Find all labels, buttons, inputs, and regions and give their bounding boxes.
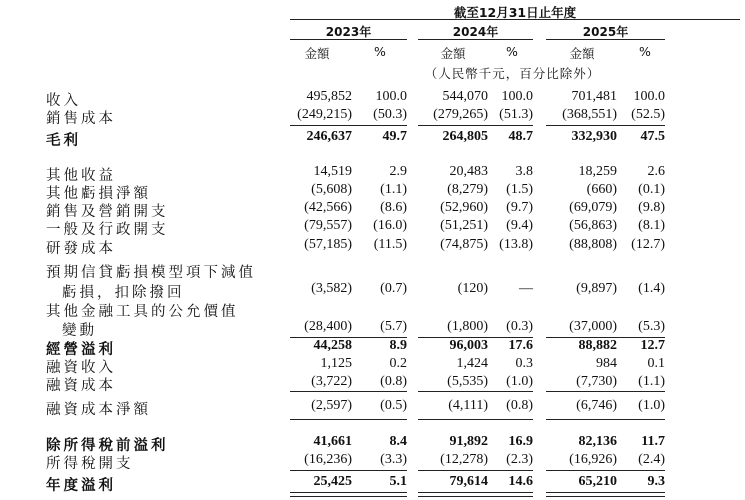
table-row-finance-costs (0, 374, 745, 392)
amount-heading-2024: 金額 (440, 46, 466, 61)
value-2025-percent: 100.0 (633, 89, 665, 104)
table-row-other-losses (0, 182, 745, 200)
value-2024-percent: 14.6 (508, 474, 533, 489)
header-rule (290, 19, 740, 20)
year-2025-heading: 2025年 (582, 25, 629, 39)
value-2023-amount: 495,852 (306, 89, 352, 104)
value-2024-percent: (9.7) (506, 200, 533, 215)
year-2023-rule (290, 39, 407, 40)
value-2024-amount: 79,614 (449, 474, 488, 489)
value-2023-amount: (42,566) (304, 200, 352, 215)
value-2023-amount: 1,125 (320, 356, 352, 371)
percent-heading-2023: % (374, 44, 386, 59)
value-2024-amount: (120) (457, 281, 488, 296)
row-label: 研發成本 (46, 241, 116, 257)
row-label: 其他虧損淨額 (46, 186, 151, 202)
subtotal-line-2024 (418, 391, 533, 392)
value-2024-amount: (52,960) (440, 200, 488, 215)
year-2024-heading: 2024年 (452, 25, 499, 39)
value-2024-amount: 96,003 (449, 338, 488, 353)
value-2025-percent: (8.1) (638, 218, 665, 233)
value-2023-amount: (79,557) (304, 218, 352, 233)
value-2024-amount: 1,424 (456, 356, 488, 371)
value-2023-percent: (11.5) (373, 237, 407, 252)
row-label: 收入 (46, 93, 81, 109)
value-2025-amount: (16,926) (569, 452, 617, 467)
value-2023-amount: (249,215) (297, 107, 352, 122)
value-2024-percent: 17.6 (508, 338, 533, 353)
value-2023-amount: 25,425 (313, 474, 352, 489)
row-label: 銷售成本 (46, 111, 116, 127)
value-2024-amount: (12,278) (440, 452, 488, 467)
value-2025-percent: 11.7 (641, 434, 665, 449)
row-label: 除所得稅前溢利 (46, 438, 169, 454)
value-2023-percent: 2.9 (389, 164, 407, 179)
value-2024-amount: 91,892 (449, 434, 488, 449)
value-2025-percent: 12.7 (640, 338, 665, 353)
value-2023-amount: (28,400) (304, 319, 352, 334)
value-2024-amount: (4,111) (448, 398, 488, 413)
value-2025-amount: 701,481 (571, 89, 617, 104)
row-label: 變動 (62, 323, 97, 339)
value-2023-amount: (5,608) (311, 182, 352, 197)
amount-heading-2025: 金額 (569, 46, 595, 61)
subtotal-line-2025 (546, 391, 665, 392)
value-2024-amount: (279,265) (433, 107, 488, 122)
row-label: 毛利 (46, 133, 81, 149)
subtotal-line-2023 (290, 470, 407, 471)
value-2023-amount: (3,582) (311, 281, 352, 296)
value-2025-amount: (56,863) (569, 218, 617, 233)
value-2024-percent: (1.5) (506, 182, 533, 197)
value-2023-percent: (0.7) (380, 281, 407, 296)
row-label: 年度溢利 (46, 478, 116, 494)
value-2024-amount: (5,535) (447, 374, 488, 389)
table-row-operating-profit (0, 338, 745, 356)
value-2025-percent: (1.0) (638, 398, 665, 413)
value-2024-percent: 100.0 (501, 89, 533, 104)
value-2025-amount: (368,551) (562, 107, 617, 122)
value-2023-percent: 5.1 (389, 474, 407, 489)
table-row-fair-value-heading (0, 300, 745, 318)
total-double-line-2024 (418, 492, 533, 497)
subtotal-line-2023 (290, 419, 407, 420)
value-2025-percent: (1.4) (638, 281, 665, 296)
value-2025-amount: (9,897) (576, 281, 617, 296)
table-row-fair-value-change (0, 319, 745, 337)
table-row-profit-for-year (0, 474, 745, 492)
value-2023-percent: (3.3) (380, 452, 407, 467)
row-label: 融資成本 (46, 378, 116, 394)
value-2025-percent: (9.8) (638, 200, 665, 215)
table-row-admin-expenses (0, 218, 745, 236)
value-2024-percent: 48.7 (508, 129, 533, 144)
value-2024-amount: (8,279) (447, 182, 488, 197)
value-2025-amount: (7,730) (576, 374, 617, 389)
value-2024-amount: (1,800) (447, 319, 488, 334)
row-label: 銷售及營銷開支 (46, 204, 169, 220)
value-2025-percent: 2.6 (647, 164, 665, 179)
value-2024-percent: 3.8 (515, 164, 533, 179)
value-2024-percent: (1.0) (506, 374, 533, 389)
value-2023-amount: (3,722) (311, 374, 352, 389)
table-row-gross-profit (0, 129, 745, 147)
value-2025-amount: 65,210 (578, 474, 617, 489)
row-label: 虧損，扣除撥回 (62, 285, 185, 301)
year-2025-rule (546, 39, 665, 40)
percent-heading-2024: % (506, 44, 518, 59)
value-2024-percent: (13.8) (499, 237, 533, 252)
subtotal-line-2025 (546, 125, 665, 126)
value-2025-percent: (1.1) (638, 374, 665, 389)
value-2024-percent: 0.3 (515, 356, 533, 371)
percent-heading-2025: % (639, 44, 651, 59)
value-2023-amount: (57,185) (304, 237, 352, 252)
value-2023-amount: 41,661 (313, 434, 352, 449)
value-2024-percent: (0.8) (506, 398, 533, 413)
value-2024-percent: (2.3) (506, 452, 533, 467)
table-row-revenue (0, 89, 745, 107)
value-2023-percent: (0.8) (380, 374, 407, 389)
row-label: 預期信貸虧損模型項下減值 (46, 265, 256, 281)
value-2025-percent: (12.7) (631, 237, 665, 252)
value-2024-percent: (51.3) (499, 107, 533, 122)
row-label: 所得稅開支 (46, 456, 134, 472)
value-2023-percent: (1.1) (380, 182, 407, 197)
table-row-cost-of-sales (0, 107, 745, 125)
amount-heading-2023: 金額 (304, 46, 330, 61)
value-2024-percent: (0.3) (506, 319, 533, 334)
subtotal-line-2023 (290, 391, 407, 392)
value-2023-percent: (8.6) (380, 200, 407, 215)
value-2025-amount: (37,000) (569, 319, 617, 334)
subtotal-line-2025 (546, 470, 665, 471)
value-2023-percent: (50.3) (373, 107, 407, 122)
value-2025-amount: 984 (596, 356, 617, 371)
value-2024-amount: 264,805 (442, 129, 488, 144)
table-row-other-income (0, 164, 745, 182)
value-2025-amount: (69,079) (569, 200, 617, 215)
subtotal-line-2024 (418, 419, 533, 420)
table-row-ecl-heading (0, 261, 745, 279)
value-2025-amount: 332,930 (571, 129, 617, 144)
table-row-income-tax (0, 452, 745, 470)
value-2025-percent: (5.3) (638, 319, 665, 334)
table-row-finance-income (0, 356, 745, 374)
row-label: 一般及行政開支 (46, 222, 169, 238)
value-2024-amount: (74,875) (440, 237, 488, 252)
value-2025-amount: 88,882 (578, 338, 617, 353)
value-2023-amount: (16,236) (304, 452, 352, 467)
row-label: 經營溢利 (46, 342, 116, 358)
value-2025-amount: (6,746) (576, 398, 617, 413)
value-2025-amount: 82,136 (578, 434, 617, 449)
value-2024-amount: (51,251) (440, 218, 488, 233)
table-row-net-finance-costs (0, 398, 745, 416)
value-2023-percent: 8.9 (389, 338, 407, 353)
unit-note: （人民幣千元，百分比除外） (424, 66, 601, 81)
year-2024-rule (418, 39, 533, 40)
table-row-rd-costs (0, 237, 745, 255)
period-heading: 截至12月31日止年度 (453, 5, 577, 20)
value-2025-amount: 18,259 (578, 164, 617, 179)
value-2025-percent: 9.3 (647, 474, 665, 489)
table-row-profit-before-tax (0, 434, 745, 452)
value-2023-percent: (0.5) (380, 398, 407, 413)
value-2025-amount: (660) (586, 182, 617, 197)
value-2025-percent: (0.1) (638, 182, 665, 197)
subtotal-line-2024 (418, 470, 533, 471)
value-2025-percent: 0.1 (647, 356, 665, 371)
year-2023-heading: 2023年 (325, 25, 372, 39)
subtotal-line-2023 (290, 125, 407, 126)
row-label: 融資收入 (46, 360, 116, 376)
value-2025-percent: 47.5 (640, 129, 665, 144)
value-2023-amount: 44,258 (313, 338, 352, 353)
value-2024-percent: (9.4) (506, 218, 533, 233)
value-2023-amount: (2,597) (311, 398, 352, 413)
value-2024-percent: — (519, 281, 533, 296)
value-2024-percent: 16.9 (508, 434, 533, 449)
value-2023-percent: (5.7) (380, 319, 407, 334)
total-double-line-2023 (290, 492, 407, 497)
value-2023-amount: 246,637 (306, 129, 352, 144)
value-2024-amount: 20,483 (449, 164, 488, 179)
subtotal-line-2025 (546, 419, 665, 420)
total-double-line-2025 (546, 492, 665, 497)
value-2023-percent: 0.2 (389, 356, 407, 371)
value-2024-amount: 544,070 (442, 89, 488, 104)
value-2023-percent: 100.0 (375, 89, 407, 104)
value-2023-percent: 8.4 (389, 434, 407, 449)
row-label: 其他金融工具的公允價值 (46, 304, 239, 320)
table-row-selling-expenses (0, 200, 745, 218)
value-2025-amount: (88,808) (569, 237, 617, 252)
row-label: 融資成本淨額 (46, 402, 151, 418)
subtotal-line-2024 (418, 125, 533, 126)
table-row-ecl-impairment (0, 281, 745, 299)
value-2025-percent: (2.4) (638, 452, 665, 467)
value-2023-percent: (16.0) (373, 218, 407, 233)
value-2023-percent: 49.7 (382, 129, 407, 144)
value-2023-amount: 14,519 (313, 164, 352, 179)
row-label: 其他收益 (46, 168, 116, 184)
value-2025-percent: (52.5) (631, 107, 665, 122)
